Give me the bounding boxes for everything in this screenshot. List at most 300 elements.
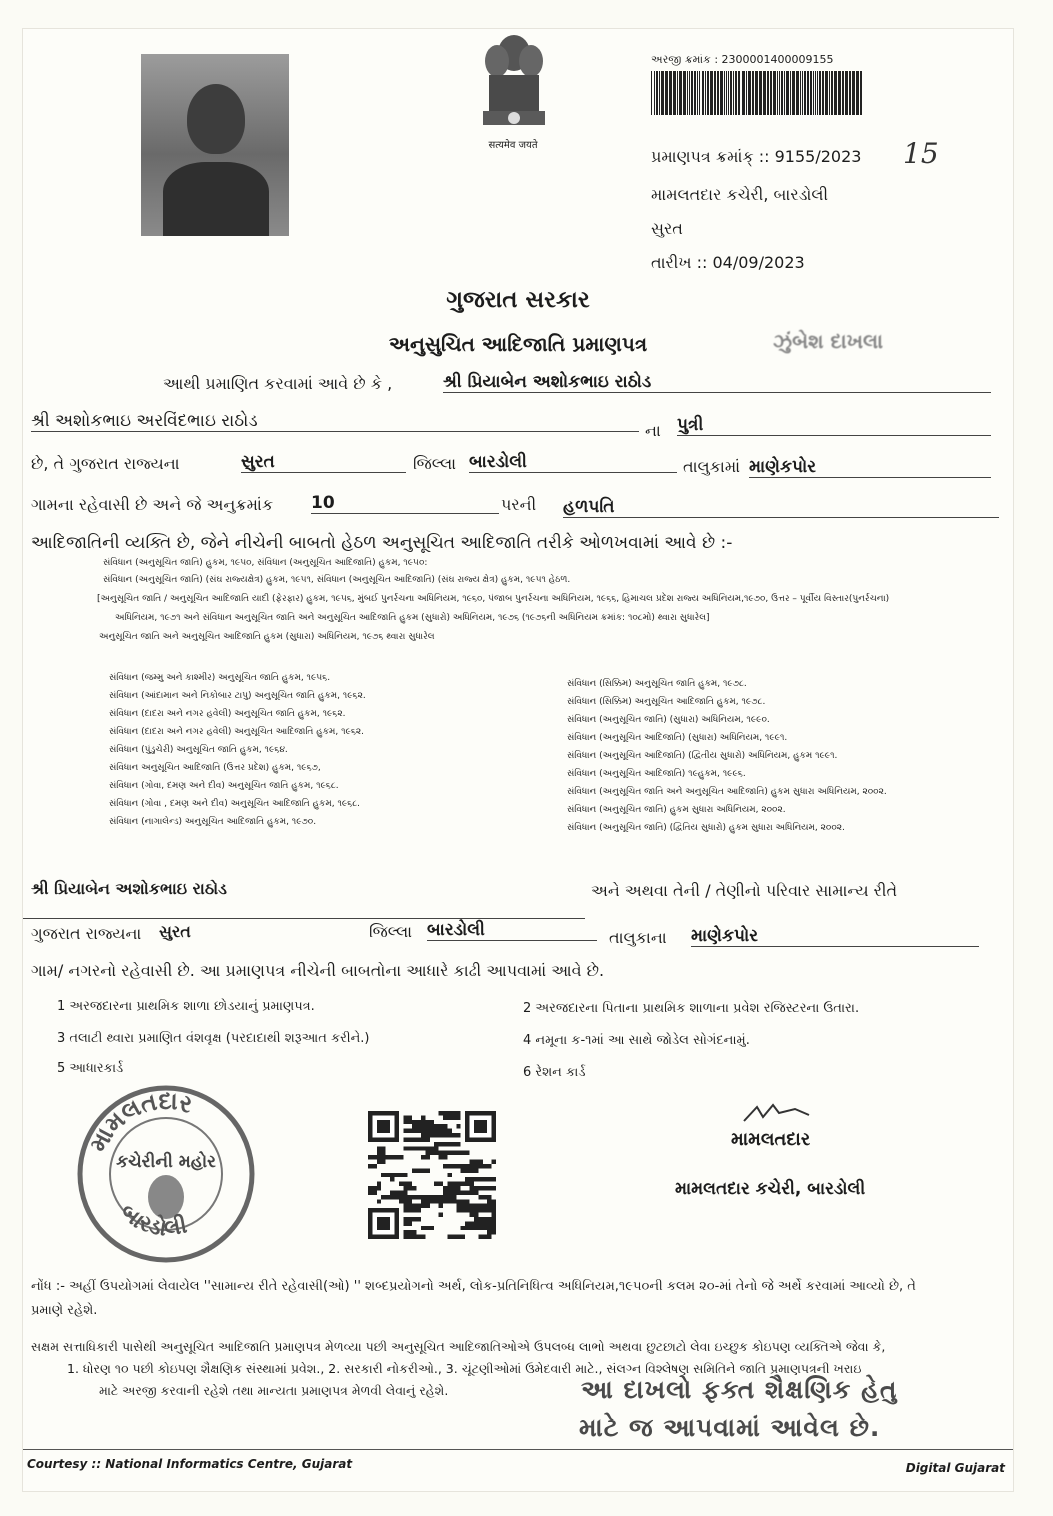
barcode-bar <box>825 71 828 115</box>
qr-module <box>403 1120 407 1124</box>
barcode-bar <box>849 71 851 115</box>
qr-module <box>452 1164 456 1168</box>
qr-module <box>403 1235 407 1239</box>
qr-module <box>377 1160 381 1164</box>
qr-module <box>443 1151 447 1155</box>
qr-module <box>470 1221 474 1225</box>
seal-top-text: મામલતદાર <box>83 1086 196 1157</box>
qr-module <box>483 1226 487 1230</box>
qr-module <box>470 1168 474 1172</box>
qr-module <box>408 1182 412 1186</box>
qr-module <box>487 1226 491 1230</box>
qr-module <box>456 1204 460 1208</box>
qr-module <box>421 1137 425 1141</box>
taluka-label: તાલુકામાં <box>683 457 741 476</box>
qr-module <box>421 1155 425 1159</box>
document-item: 5 આધારકાર્ડ <box>57 1061 124 1076</box>
of-label: ના <box>645 421 661 440</box>
applicant-name-repeat: શ્રી પ્રિયાબેન અશોકભાઇ રાઠોડ <box>31 879 227 898</box>
qr-module <box>425 1168 429 1172</box>
qr-module <box>425 1124 429 1128</box>
qr-module <box>443 1155 447 1159</box>
qr-module <box>377 1155 381 1159</box>
qr-module <box>421 1226 425 1230</box>
qr-module <box>417 1195 421 1199</box>
qr-module <box>465 1199 469 1203</box>
qr-module <box>417 1120 421 1124</box>
qr-module <box>399 1190 403 1194</box>
qr-module <box>461 1204 465 1208</box>
qr-module <box>412 1129 416 1133</box>
qr-module <box>399 1199 403 1203</box>
qr-module <box>452 1115 456 1119</box>
qr-module <box>412 1204 416 1208</box>
qr-module <box>470 1190 474 1194</box>
qr-module <box>470 1164 474 1168</box>
order-item: સંવિધાન (દાદરા અને નગર હવેલી) અનુસૂચિત આદિજાતિ હુકમ, ૧૯૬૨. <box>109 727 365 737</box>
order-item: સંવિધાન (ગોવા, દમણ અને દીવ) અનુસૂચિત જાતિ હુકમ, ૧૯૬૮. <box>109 781 339 791</box>
barcode-bar <box>728 71 729 115</box>
qr-module <box>461 1164 465 1168</box>
qr-finder <box>474 1120 487 1133</box>
qr-module <box>377 1146 381 1150</box>
qr-module <box>381 1146 385 1150</box>
qr-module <box>487 1230 491 1234</box>
qr-module <box>421 1115 425 1119</box>
note-4: માટે અરજી કરવાની રહેશે તથા માન્યતા પ્રમાણપત્ર મેળવી લેવાનું રહેશે. <box>99 1383 449 1398</box>
qr-module <box>408 1221 412 1225</box>
barcode-bar <box>796 71 799 115</box>
qr-module <box>372 1155 376 1159</box>
barcode-bar <box>669 71 672 115</box>
qr-module <box>430 1226 434 1230</box>
qr-module <box>408 1129 412 1133</box>
barcode-bar <box>802 71 803 115</box>
district-value-2: સુરત <box>159 922 191 941</box>
note-1: નોંધ :- અહીં ઉપયોગમાં લેવાયેલ ''સામાન્ય રીતે રહેવાસી(ઓ) '' શબ્દપ્રયોગનો અર્થ, લોક-પ્રતિનિધિત્વ અધિનિયમ,૧૯૫૦ની કલમ ૨૦-માં તેનો જે અર્થે કરવામાં આવ્યો છે, તે <box>31 1279 916 1294</box>
qr-module <box>483 1204 487 1208</box>
qr-module <box>461 1168 465 1172</box>
qr-module <box>412 1195 416 1199</box>
barcode-bar <box>800 71 801 115</box>
qr-module <box>390 1195 394 1199</box>
qr-module <box>492 1177 496 1181</box>
qr-module <box>430 1151 434 1155</box>
barcode-bar <box>860 71 862 115</box>
qr-module <box>403 1217 407 1221</box>
qr-module <box>368 1155 372 1159</box>
qr-module <box>483 1186 487 1190</box>
qr-module <box>452 1142 456 1146</box>
qr-module <box>470 1182 474 1186</box>
qr-module <box>447 1129 451 1133</box>
qr-module <box>492 1199 496 1203</box>
barcode <box>651 71 863 115</box>
qr-module <box>447 1190 451 1194</box>
qr-module <box>394 1173 398 1177</box>
barcode-bar <box>838 71 841 115</box>
barcode-bar <box>679 71 682 115</box>
qr-module <box>461 1151 465 1155</box>
order-line: અનુસૂચિત જાતિ અને અનુસૂચિત આદિજાતિ હુકમ (સુધારા) અધિનિયમ, ૧૯૭૬ થ્વારા સુધારેલ <box>99 632 435 642</box>
qr-module <box>487 1164 491 1168</box>
orders-paragraph <box>97 556 890 647</box>
qr-module <box>425 1133 429 1137</box>
qr-module <box>417 1137 421 1141</box>
qr-module <box>390 1173 394 1177</box>
barcode-bar <box>717 71 719 115</box>
qr-module <box>465 1208 469 1212</box>
qr-module <box>430 1133 434 1137</box>
barcode-bar <box>770 71 772 115</box>
barcode-bar <box>815 71 816 115</box>
qr-module <box>434 1142 438 1146</box>
qr-module <box>447 1186 451 1190</box>
barcode-bar <box>665 71 668 115</box>
district-value: સુરત <box>241 452 406 473</box>
order-item: સંવિધાન (નાગાલેન્ડ) અનુસૂચિત આદિજાતિ હુકમ, ૧૯૭૦. <box>109 817 317 827</box>
qr-module <box>470 1186 474 1190</box>
qr-module <box>487 1177 491 1181</box>
qr-module <box>403 1173 407 1177</box>
qr-module <box>408 1146 412 1150</box>
tribe-statement: આદિજાતિની વ્યક્તિ છે, જેને નીચેની બાબતો હેઠળ અનુસૂચિત આદિજાતિ તરીકે ઓળખવામાં આવે છે :- <box>31 533 733 553</box>
qr-module <box>465 1204 469 1208</box>
barcode-bar <box>694 71 696 115</box>
qr-module <box>461 1182 465 1186</box>
qr-module <box>425 1137 429 1141</box>
qr-module <box>430 1195 434 1199</box>
certificate-title: અનુસુચિત આદિજાતિ પ્રમાણપત્ર <box>388 332 648 356</box>
note-2: સક્ષમ સત્તાધિકારી પાસેથી અનુસૂચિત આદિજાતિ પ્રમાણપત્ર મેળવ્યા પછી અનુસૂચિત આદિજાતિઓએ ઉપલબ્ધ લાભો અથવા છુટછાટો લેવા ઇચ્છુક કોઇપણ વ્યક્તિએ જેવા કે, <box>31 1339 886 1354</box>
qr-module <box>439 1142 443 1146</box>
qr-module <box>456 1190 460 1194</box>
government-title: ગુજરાત સરકાર <box>446 287 590 313</box>
seal-bottom-text: બારડોલી <box>115 1199 189 1243</box>
qr-module <box>461 1199 465 1203</box>
qr-module <box>439 1213 443 1217</box>
national-emblem-icon <box>469 31 559 151</box>
qr-module <box>434 1195 438 1199</box>
qr-module <box>403 1195 407 1199</box>
qr-module <box>474 1208 478 1212</box>
qr-module <box>492 1226 496 1230</box>
footer-rule <box>23 1449 1013 1450</box>
issuing-office: મામલતદાર કચેરી, બારડોલી <box>651 185 829 204</box>
qr-module <box>483 1164 487 1168</box>
barcode-bar <box>687 71 688 115</box>
qr-module <box>474 1213 478 1217</box>
qr-module <box>443 1111 447 1115</box>
qr-finder <box>377 1120 390 1133</box>
qr-module <box>439 1133 443 1137</box>
barcode-bar <box>661 71 664 115</box>
qr-module <box>478 1221 482 1225</box>
barcode-bar <box>705 71 706 115</box>
barcode-bar <box>738 71 740 115</box>
note-3: 1. ધોરણ ૧૦ પછી કોઇપણ શૈક્ષણિક સંસ્થામાં પ્રવેશ., 2. સરકારી નોકરીઓ., 3. ચૂંટણીઓમાં ઉમેદવારી માટે., સંલગ્ન વિશ્લેષણ સમિતિને જાતિ પ્રમાણપત્રની ખરાઇ <box>67 1361 862 1376</box>
footer-courtesy: Courtesy :: National Informatics Centre, Gujarat <box>27 1457 353 1471</box>
footer-brand: Digital Gujarat <box>905 1461 1005 1475</box>
qr-module <box>456 1208 460 1212</box>
qr-module <box>377 1199 381 1203</box>
qr-module <box>425 1195 429 1199</box>
qr-module <box>439 1182 443 1186</box>
order-item: સંવિધાન (અનુસૂચિત જાતિ) (સુધારા) અધિનિયમ, ૧૯૯૦. <box>567 715 770 725</box>
qr-module <box>470 1226 474 1230</box>
qr-module <box>381 1160 385 1164</box>
emblem-motto: सत्यमेव जयते <box>488 140 538 151</box>
barcode-bar <box>819 71 821 115</box>
orders-left-list <box>109 669 366 831</box>
barcode-bar <box>779 71 780 115</box>
qr-module <box>439 1111 443 1115</box>
order-item: સંવિધાન અનુસૂચિત આદિજાતિ (ઉત્તર પ્રદેશ) હુકમ, ૧૯૬૭, <box>109 763 321 773</box>
barcode-bar <box>792 71 795 115</box>
qr-module <box>452 1111 456 1115</box>
qr-module <box>465 1177 469 1181</box>
barcode-bar <box>817 71 818 115</box>
qr-module <box>408 1235 412 1239</box>
barcode-bar <box>748 71 751 115</box>
barcode-bar <box>724 71 725 115</box>
qr-module <box>478 1217 482 1221</box>
qr-module <box>465 1226 469 1230</box>
order-item: સંવિધાન (સિક્કિમ) અનુસૂચિત જાતિ હુકમ, ૧૯૭૮. <box>567 679 747 689</box>
qr-module <box>487 1204 491 1208</box>
qr-module <box>368 1186 372 1190</box>
qr-module <box>421 1195 425 1199</box>
serial-number: 10 <box>311 493 499 514</box>
barcode-bar <box>790 71 791 115</box>
order-item: સંવિધાન (આંદામાન અને નિકોબાર ટાપુ) અનુસૂચિત જાતિ હુકમ, ૧૯૬૨. <box>109 691 366 701</box>
qr-module <box>487 1208 491 1212</box>
qr-code <box>368 1111 496 1239</box>
qr-module <box>478 1204 482 1208</box>
qr-module <box>478 1235 482 1239</box>
barcode-bar <box>767 71 769 115</box>
qr-module <box>403 1137 407 1141</box>
taluka-value-2: બારડોલી <box>427 920 597 941</box>
barcode-bar <box>845 71 848 115</box>
qr-module <box>368 1190 372 1194</box>
qr-module <box>443 1164 447 1168</box>
qr-module <box>456 1199 460 1203</box>
barcode-bar <box>804 71 806 115</box>
applicant-photo <box>141 54 289 236</box>
qr-module <box>456 1133 460 1137</box>
orders-right-list <box>567 675 887 837</box>
order-item: સંવિધાન (દાદરા અને નગર હવેલી) અનુસૂચિત જાતિ હુકમ, ૧૯૬૨. <box>109 709 346 719</box>
state-label-2: ગુજરાત રાજ્યના <box>31 924 142 943</box>
qr-module <box>483 1208 487 1212</box>
qr-module <box>412 1186 416 1190</box>
village-value: માણેકપોર <box>749 457 991 478</box>
qr-module <box>434 1133 438 1137</box>
district-label-2: જિલ્લા <box>369 922 413 941</box>
qr-module <box>417 1168 421 1172</box>
qr-module <box>425 1151 429 1155</box>
qr-module <box>470 1204 474 1208</box>
qr-module <box>430 1124 434 1128</box>
qr-module <box>386 1155 390 1159</box>
barcode-bar <box>856 71 859 115</box>
qr-module <box>478 1195 482 1199</box>
barcode-bar <box>746 71 747 115</box>
qr-module <box>372 1190 376 1194</box>
qr-module <box>430 1146 434 1150</box>
qr-module <box>412 1217 416 1221</box>
barcode-bar <box>656 71 658 115</box>
qr-module <box>474 1226 478 1230</box>
par-label: પરની <box>501 495 537 514</box>
barcode-bar <box>735 71 737 115</box>
qr-module <box>443 1133 447 1137</box>
qr-module <box>408 1230 412 1234</box>
barcode-bar <box>752 71 754 115</box>
qr-module <box>425 1120 429 1124</box>
qr-module <box>474 1221 478 1225</box>
qr-module <box>465 1182 469 1186</box>
barcode-bar <box>829 71 830 115</box>
qr-module <box>443 1190 447 1194</box>
qr-module <box>386 1195 390 1199</box>
qr-module <box>399 1173 403 1177</box>
document-item: 3 તલાટી થ્વારા પ્રમાણિત વંશવૃક્ષ (પરદાદાથી શરૂઆત કરીને.) <box>57 1031 370 1046</box>
qr-module <box>421 1199 425 1203</box>
qr-module <box>478 1164 482 1168</box>
qr-module <box>447 1173 451 1177</box>
qr-module <box>425 1129 429 1133</box>
qr-module <box>439 1124 443 1128</box>
qr-module <box>434 1151 438 1155</box>
qr-module <box>425 1155 429 1159</box>
certify-label: આથી પ્રમાણિત કરવામાં આવે છે કે , <box>163 374 393 393</box>
qr-module <box>403 1230 407 1234</box>
qr-module <box>474 1177 478 1181</box>
qr-module <box>412 1137 416 1141</box>
district-label: જિલ્લા <box>413 454 457 473</box>
educational-purpose-stamp-line2: માટે જ આપવામાં આવેલ છે. <box>579 1413 881 1442</box>
qr-module <box>483 1195 487 1199</box>
qr-module <box>412 1120 416 1124</box>
qr-module <box>390 1177 394 1181</box>
qr-module <box>487 1221 491 1225</box>
order-item: સંવિધાન (અનુસૂચિત આદિજાતિ) (સુધારા) અધિનિયમ, ૧૯૯૧. <box>567 733 788 743</box>
qr-module <box>474 1204 478 1208</box>
qr-module <box>492 1217 496 1221</box>
signature-scribble <box>739 1099 829 1129</box>
qr-module <box>483 1221 487 1225</box>
barcode-bar <box>834 71 837 115</box>
barcode-bar <box>710 71 713 115</box>
barcode-bar <box>822 71 824 115</box>
barcode-bar <box>784 71 785 115</box>
qr-module <box>452 1199 456 1203</box>
qr-module <box>447 1195 451 1199</box>
qr-module <box>368 1164 372 1168</box>
qr-module <box>465 1164 469 1168</box>
order-item: સંવિધાન (અનુસૂચિત આદિજાતિ) ૧૯હુકમ, ૧૯૯૬. <box>567 769 746 779</box>
issue-date: તારીખ :: 04/09/2023 <box>651 253 805 272</box>
applicant-name: શ્રી પ્રિયાબેન અશોકભાઇ રાઠોડ <box>443 372 991 393</box>
qr-module <box>456 1235 460 1239</box>
qr-module <box>421 1133 425 1137</box>
qr-module <box>474 1164 478 1168</box>
order-item: સંવિધાન (પુંડુચેરી) અનુસૂચિત જાતિ હુકમ, ૧૯૬૪. <box>109 745 288 755</box>
qr-module <box>417 1124 421 1128</box>
barcode-bar <box>707 71 709 115</box>
qr-module <box>465 1190 469 1194</box>
qr-module <box>474 1217 478 1221</box>
qr-module <box>425 1146 429 1150</box>
qr-module <box>483 1217 487 1221</box>
qr-module <box>443 1195 447 1199</box>
barcode-bar <box>810 71 812 115</box>
qr-module <box>478 1226 482 1230</box>
qr-module <box>408 1204 412 1208</box>
qr-module <box>478 1208 482 1212</box>
barcode-bar <box>852 71 855 115</box>
qr-module <box>408 1217 412 1221</box>
qr-module <box>403 1182 407 1186</box>
barcode-bar <box>697 71 698 115</box>
qr-module <box>425 1226 429 1230</box>
qr-module <box>447 1115 451 1119</box>
qr-module <box>403 1186 407 1190</box>
qr-module <box>470 1213 474 1217</box>
qr-module <box>399 1195 403 1199</box>
qr-module <box>452 1133 456 1137</box>
certificate-page <box>22 28 1014 1492</box>
qr-module <box>478 1177 482 1181</box>
qr-module <box>492 1186 496 1190</box>
certificate-number: પ્રમાણપત્ર ક્રમાંક્ :: 9155/2023 <box>651 147 862 166</box>
qr-module <box>430 1199 434 1203</box>
qr-module <box>452 1235 456 1239</box>
taluka-value: બારડોલી <box>469 452 677 473</box>
qr-module <box>421 1124 425 1128</box>
qr-module <box>421 1235 425 1239</box>
qr-module <box>434 1124 438 1128</box>
qr-module <box>417 1208 421 1212</box>
qr-module <box>439 1151 443 1155</box>
qr-module <box>421 1168 425 1172</box>
qr-module <box>421 1120 425 1124</box>
qr-module <box>408 1137 412 1141</box>
relation: પુત્રી <box>677 415 991 436</box>
qr-module <box>452 1151 456 1155</box>
order-item: સંવિધાન (અનુસૂચિત આદિજાતિ) (દ્વિતીય સુધારો) અધિનિયમ, હુકમ ૧૯૯૧. <box>567 751 838 761</box>
qr-module <box>421 1129 425 1133</box>
qr-module <box>403 1146 407 1150</box>
qr-module <box>408 1208 412 1212</box>
qr-module <box>425 1204 429 1208</box>
qr-module <box>377 1186 381 1190</box>
qr-module <box>492 1204 496 1208</box>
qr-module <box>461 1226 465 1230</box>
barcode-bar <box>689 71 690 115</box>
qr-module <box>430 1129 434 1133</box>
qr-module <box>394 1195 398 1199</box>
qr-module <box>456 1182 460 1186</box>
divider-line <box>23 918 585 919</box>
application-number: અરજી ક્રમાંક : 2300001400009155 <box>651 53 834 66</box>
qr-module <box>412 1235 416 1239</box>
qr-module <box>447 1151 451 1155</box>
resident-label: ગામના રહેવાસી છે અને જે અનુક્રમાંક <box>31 495 274 514</box>
barcode-bar <box>683 71 686 115</box>
